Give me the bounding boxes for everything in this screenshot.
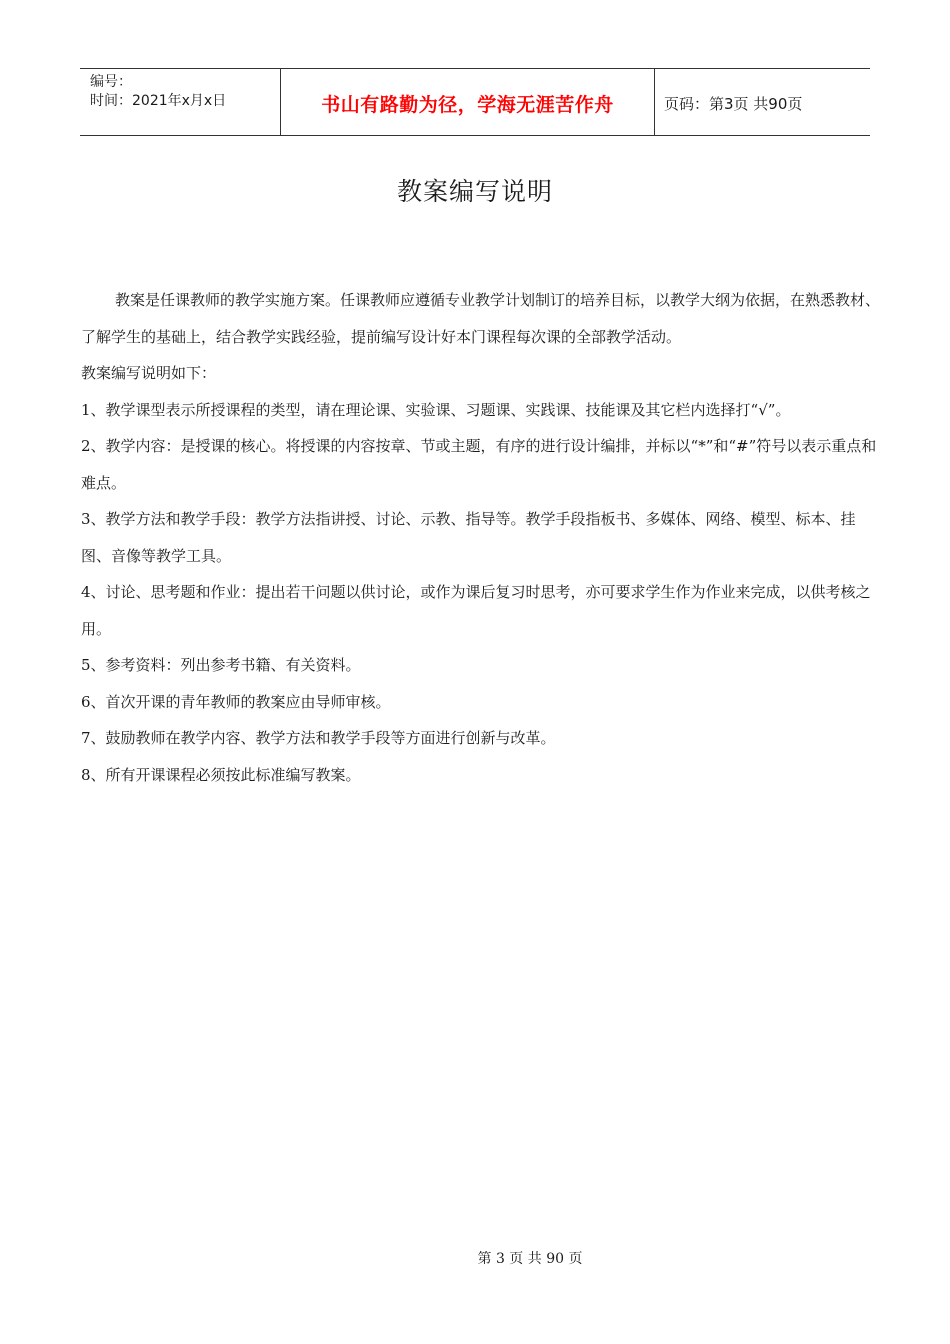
list-item-6: 6、首次开课的青年教师的教案应由导师审核。 (81, 692, 391, 711)
page-title: 教案编写说明 (396, 177, 553, 206)
list-item-2: 2、教学内容：是授课的核心。将授课的内容按章、节或主题，有序的进行设计编排，并标以“*”和“#”符号以表示重点和难点。 (81, 437, 877, 492)
document-header (80, 68, 870, 136)
document-body (81, 282, 881, 793)
date-label: 时间：2021年x月x日 (90, 93, 227, 109)
list-item-4: 4、讨论、思考题和作业：提出若干问题以供讨论，或作为课后复习时思考，亦可要求学生作为作业来完成，以供考核之用。 (81, 583, 871, 638)
list-item-5: 5、参考资料：列出参考书籍、有关资料。 (81, 656, 361, 674)
header-meta-cell (80, 69, 281, 135)
list-heading: 教案编写说明如下： (81, 364, 217, 382)
header-page-info: 页码：第3页 共90页 (664, 94, 803, 113)
list-item-1: 1、教学课型表示所授课程的类型，请在理论课、实验课、习题课、实践课、技能课及其它栏内选择打“√”。 (81, 400, 791, 419)
list-item-8: 8、所有开课课程必须按此标准编写教案。 (81, 765, 361, 784)
intro-paragraph: 教案是任课教师的教学实施方案。任课教师应遵循专业教学计划制订的培养目标，以教学大纲为依据，在熟悉教材、了解学生的基础上，结合教学实践经验，提前编写设计好本门课程每次课的全部教学活动。 (81, 291, 881, 346)
page-footer: 第 3 页 共 90 页 (477, 1251, 583, 1267)
list-item-3: 3、教学方法和教学手段：教学方法指讲授、讨论、示教、指导等。教学手段指板书、多媒体、网络、模型、标本、挂图、音像等教学工具。 (81, 510, 856, 565)
number-label: 编号： (90, 74, 132, 90)
header-motto: 书山有路勤为径，学海无涯苦作舟 (281, 69, 655, 135)
list-item-7: 7、鼓励教师在教学内容、教学方法和教学手段等方面进行创新与改革。 (81, 729, 556, 747)
